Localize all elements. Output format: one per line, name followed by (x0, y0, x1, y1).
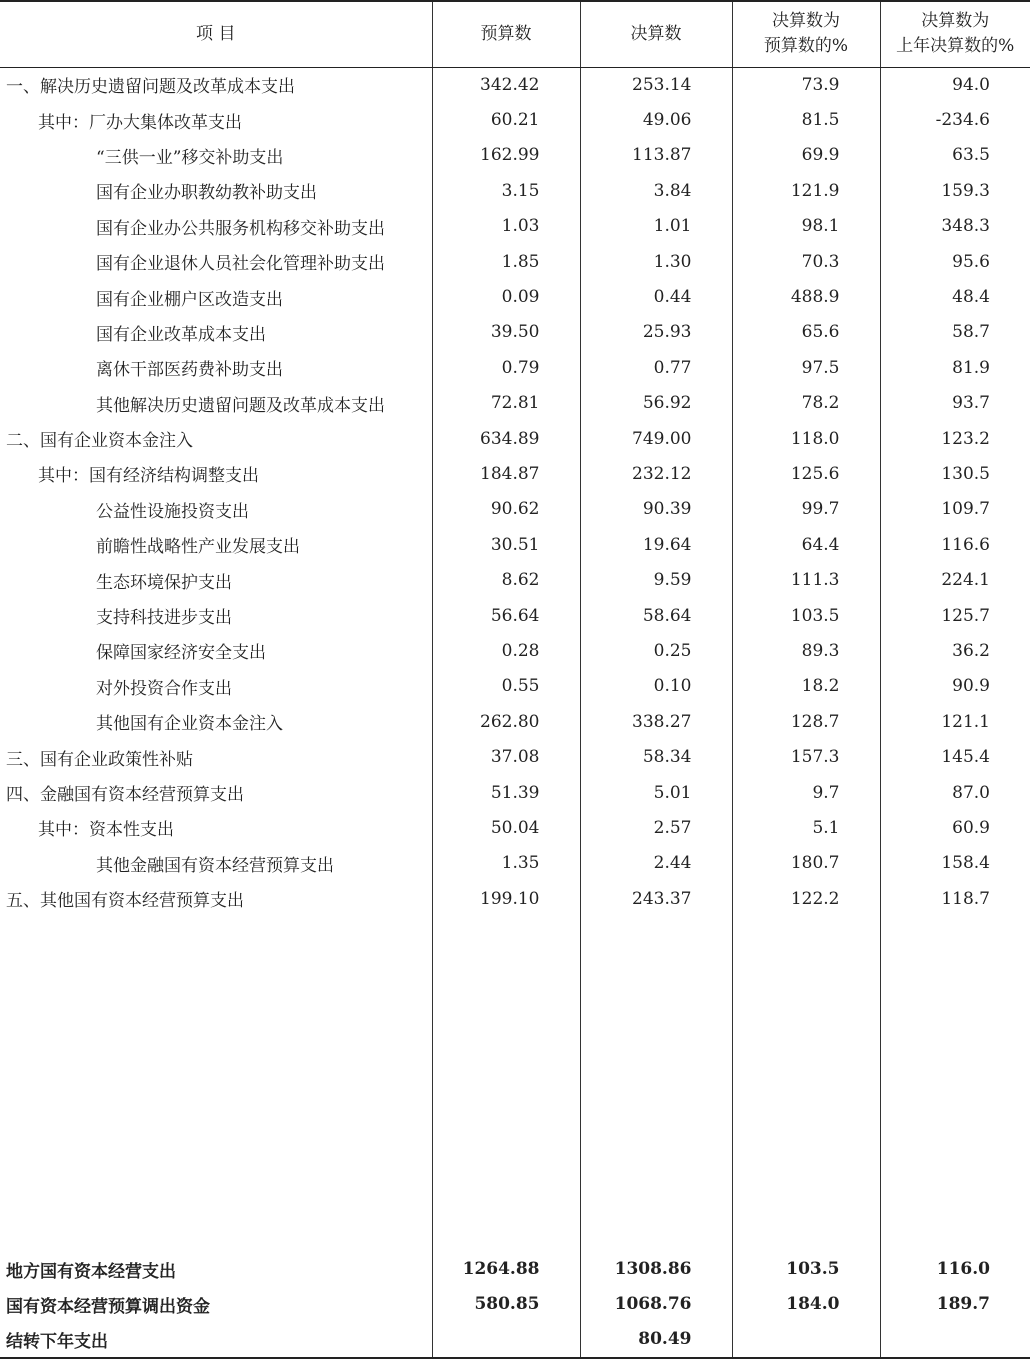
row-ratio-budget: 9.7 (732, 775, 880, 810)
row-ratio-budget: 73.9 (732, 67, 880, 102)
header-final: 决算数 (580, 1, 732, 67)
table-row (0, 598, 1030, 633)
row-ratio-prev: 60.9 (880, 810, 1030, 845)
total-ratio-budget (732, 1322, 880, 1357)
row-ratio-prev: 63.5 (880, 138, 1030, 173)
row-label: 生态环境保护支出 (96, 572, 232, 593)
table-row (0, 633, 1030, 668)
row-ratio-prev: 121.1 (880, 704, 1030, 739)
table-row (0, 138, 1030, 173)
row-budget: 50.04 (432, 810, 580, 845)
row-ratio-budget: 111.3 (732, 562, 880, 597)
row-label: 二、国有企业资本金注入 (6, 431, 193, 452)
row-final: 0.44 (580, 279, 732, 314)
row-budget: 0.79 (432, 350, 580, 385)
row-ratio-budget: 81.5 (732, 102, 880, 137)
row-ratio-budget: 69.9 (732, 138, 880, 173)
row-final: 5.01 (580, 775, 732, 810)
row-label: 一、解决历史遗留问题及改革成本支出 (6, 77, 295, 98)
header-ratio-prev (880, 1, 1030, 67)
row-ratio-budget: 125.6 (732, 456, 880, 491)
header-ratio-prev-line1: 决算数为 (921, 11, 990, 32)
row-ratio-budget: 5.1 (732, 810, 880, 845)
row-final: 90.39 (580, 492, 732, 527)
row-ratio-prev: 58.7 (880, 315, 1030, 350)
table-row (0, 244, 1030, 279)
row-ratio-prev: 95.6 (880, 244, 1030, 279)
total-label: 国有资本经营预算调出资金 (6, 1296, 210, 1317)
table-row (0, 456, 1030, 491)
header-budget: 预算数 (432, 1, 580, 67)
row-budget: 37.08 (432, 739, 580, 774)
total-label: 地方国有资本经营支出 (6, 1261, 176, 1282)
row-ratio-budget: 70.3 (732, 244, 880, 279)
table-body (0, 67, 1030, 1358)
row-label: 其中：资本性支出 (38, 820, 174, 841)
total-final: 1308.86 (580, 1251, 732, 1286)
row-budget: 30.51 (432, 527, 580, 562)
row-budget: 51.39 (432, 775, 580, 810)
row-ratio-prev: 158.4 (880, 846, 1030, 881)
row-budget: 0.55 (432, 669, 580, 704)
row-budget: 60.21 (432, 102, 580, 137)
header-ratio-prev-line2: 上年决算数的% (896, 36, 1015, 57)
row-label: 其他国有企业资本金注入 (96, 714, 283, 735)
total-row (0, 1287, 1030, 1322)
row-budget: 1.35 (432, 846, 580, 881)
row-budget: 162.99 (432, 138, 580, 173)
table-row (0, 881, 1030, 916)
row-final: 0.25 (580, 633, 732, 668)
row-budget: 634.89 (432, 421, 580, 456)
total-ratio-prev (880, 1322, 1030, 1357)
row-final: 56.92 (580, 386, 732, 421)
row-ratio-budget: 157.3 (732, 739, 880, 774)
row-ratio-budget: 64.4 (732, 527, 880, 562)
row-ratio-prev: 116.6 (880, 527, 1030, 562)
row-ratio-prev: 48.4 (880, 279, 1030, 314)
row-label: 四、金融国有资本经营预算支出 (6, 785, 244, 805)
row-ratio-prev: 348.3 (880, 209, 1030, 244)
row-ratio-prev: 81.9 (880, 350, 1030, 385)
header-ratio-budget (732, 1, 880, 67)
row-ratio-prev: -234.6 (880, 102, 1030, 137)
row-label: 前瞻性战略性产业发展支出 (96, 537, 300, 558)
row-label: 公益性设施投资支出 (96, 501, 249, 522)
table-row (0, 67, 1030, 102)
row-ratio-prev: 94.0 (880, 67, 1030, 102)
total-budget: 580.85 (432, 1287, 580, 1322)
row-ratio-prev: 36.2 (880, 633, 1030, 668)
table-row (0, 562, 1030, 597)
total-ratio-prev: 116.0 (880, 1251, 1030, 1286)
row-ratio-prev: 130.5 (880, 456, 1030, 491)
blank-cell (880, 916, 1030, 1251)
row-label: 对外投资合作支出 (96, 678, 232, 699)
row-ratio-budget: 18.2 (732, 669, 880, 704)
row-label: 支持科技进步支出 (96, 608, 232, 629)
table-row (0, 739, 1030, 774)
row-ratio-prev: 125.7 (880, 598, 1030, 633)
blank-cell (732, 916, 880, 1251)
row-budget: 1.85 (432, 244, 580, 279)
row-ratio-budget: 97.5 (732, 350, 880, 385)
row-ratio-prev: 224.1 (880, 562, 1030, 597)
row-budget: 1.03 (432, 209, 580, 244)
total-row (0, 1322, 1030, 1357)
row-final: 9.59 (580, 562, 732, 597)
table-row (0, 421, 1030, 456)
total-label: 结转下年支出 (0, 1322, 432, 1357)
total-ratio-budget: 184.0 (732, 1287, 880, 1322)
row-final: 2.44 (580, 846, 732, 881)
total-final: 1068.76 (580, 1287, 732, 1322)
total-budget: 1264.88 (432, 1251, 580, 1286)
row-ratio-prev: 109.7 (880, 492, 1030, 527)
table-row (0, 775, 1030, 810)
row-ratio-budget: 180.7 (732, 846, 880, 881)
table-row (0, 704, 1030, 739)
row-budget: 262.80 (432, 704, 580, 739)
row-ratio-budget: 103.5 (732, 598, 880, 633)
row-final: 0.10 (580, 669, 732, 704)
row-label: 其中：厂办大集体改革支出 (38, 112, 242, 133)
row-ratio-budget: 78.2 (732, 386, 880, 421)
table-row (0, 386, 1030, 421)
table-row (0, 209, 1030, 244)
row-final: 232.12 (580, 456, 732, 491)
table-row (0, 350, 1030, 385)
row-label: 五、其他国有资本经营预算支出 (6, 891, 244, 912)
row-budget: 0.28 (432, 633, 580, 668)
table-row (0, 810, 1030, 845)
row-budget: 199.10 (432, 881, 580, 916)
header-item: 项 目 (0, 1, 432, 67)
total-final: 80.49 (580, 1322, 732, 1357)
table-row (0, 669, 1030, 704)
row-ratio-prev: 118.7 (880, 881, 1030, 916)
blank-cell (432, 916, 580, 1251)
table-header (0, 1, 1030, 67)
row-budget: 3.15 (432, 173, 580, 208)
row-label: 保障国家经济安全支出 (96, 643, 266, 664)
row-label: 其中：国有经济结构调整支出 (38, 466, 259, 487)
row-ratio-budget: 488.9 (732, 279, 880, 314)
row-final: 1.30 (580, 244, 732, 279)
row-label: 国有企业办公共服务机构移交补助支出 (96, 218, 385, 239)
row-final: 338.27 (580, 704, 732, 739)
row-final: 113.87 (580, 138, 732, 173)
row-budget: 184.87 (432, 456, 580, 491)
total-ratio-budget: 103.5 (732, 1251, 880, 1286)
row-budget: 342.42 (432, 67, 580, 102)
row-budget: 8.62 (432, 562, 580, 597)
row-budget: 39.50 (432, 315, 580, 350)
blank-cell (580, 916, 732, 1251)
row-label: 国有企业办职教幼教补助支出 (96, 183, 317, 204)
total-budget (432, 1322, 580, 1357)
row-budget: 56.64 (432, 598, 580, 633)
row-ratio-budget: 89.3 (732, 633, 880, 668)
row-label: 三、国有企业政策性补贴 (6, 749, 193, 770)
row-final: 25.93 (580, 315, 732, 350)
row-final: 253.14 (580, 67, 732, 102)
row-ratio-prev: 87.0 (880, 775, 1030, 810)
row-final: 49.06 (580, 102, 732, 137)
row-label: “三供一业”移交补助支出 (96, 147, 284, 168)
row-final: 1.01 (580, 209, 732, 244)
row-ratio-budget: 128.7 (732, 704, 880, 739)
row-ratio-budget: 122.2 (732, 881, 880, 916)
total-row (0, 1251, 1030, 1286)
row-ratio-prev: 93.7 (880, 386, 1030, 421)
row-label: 国有企业退休人员社会化管理补助支出 (96, 254, 385, 275)
table-row (0, 173, 1030, 208)
row-budget: 0.09 (432, 279, 580, 314)
row-label: 离休干部医药费补助支出 (96, 360, 283, 381)
row-ratio-budget: 65.6 (732, 315, 880, 350)
table-row (0, 279, 1030, 314)
row-final: 19.64 (580, 527, 732, 562)
row-budget: 90.62 (432, 492, 580, 527)
table-row (0, 315, 1030, 350)
row-final: 58.34 (580, 739, 732, 774)
row-final: 749.00 (580, 421, 732, 456)
table-row (0, 846, 1030, 881)
table-row (0, 492, 1030, 527)
row-label: 其他解决历史遗留问题及改革成本支出 (96, 395, 385, 416)
row-label: 国有企业改革成本支出 (96, 324, 266, 345)
row-label: 国有企业棚户区改造支出 (96, 289, 283, 310)
row-ratio-prev: 145.4 (880, 739, 1030, 774)
row-final: 3.84 (580, 173, 732, 208)
row-final: 58.64 (580, 598, 732, 633)
header-ratio-budget-line1: 决算数为 (772, 11, 840, 32)
row-ratio-budget: 121.9 (732, 173, 880, 208)
row-final: 243.37 (580, 881, 732, 916)
row-ratio-budget: 118.0 (732, 421, 880, 456)
table-row (0, 102, 1030, 137)
total-ratio-prev: 189.7 (880, 1287, 1030, 1322)
header-ratio-budget-line2: 预算数的% (763, 36, 849, 57)
row-ratio-budget: 99.7 (732, 492, 880, 527)
table-row (0, 527, 1030, 562)
row-ratio-prev: 90.9 (880, 669, 1030, 704)
row-label: 其他金融国有资本经营预算支出 (96, 855, 334, 876)
row-ratio-budget: 98.1 (732, 209, 880, 244)
row-ratio-prev: 123.2 (880, 421, 1030, 456)
blank-row (0, 916, 1030, 1251)
blank-cell (0, 916, 432, 1251)
row-budget: 72.81 (432, 386, 580, 421)
row-final: 0.77 (580, 350, 732, 385)
row-final: 2.57 (580, 810, 732, 845)
row-ratio-prev: 159.3 (880, 173, 1030, 208)
